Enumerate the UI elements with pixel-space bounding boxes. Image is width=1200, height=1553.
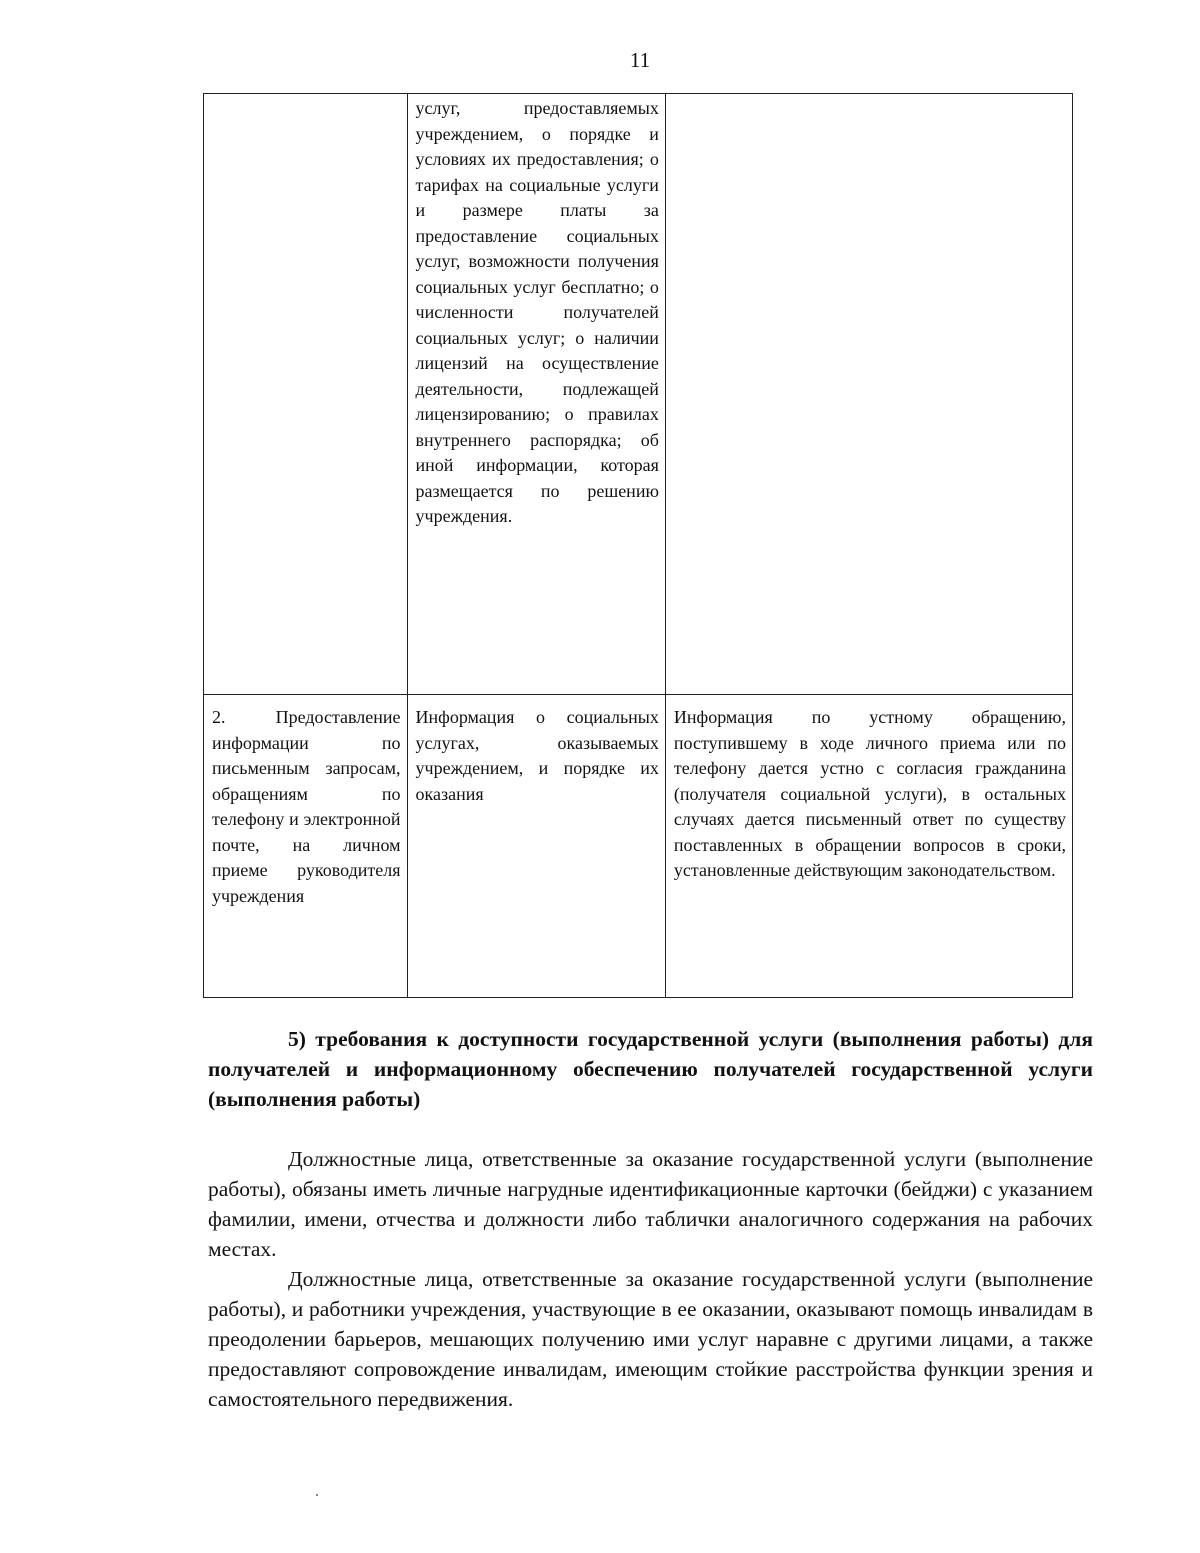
section-heading: 5) требования к доступности государственной услуги (выполнения работы) для получателей и информационному обеспечению получателей государственной услуги (выполнения работы) <box>208 1027 1093 1111</box>
table-row <box>204 94 1073 695</box>
scan-speck <box>316 1494 318 1496</box>
table-cell-method <box>204 94 408 695</box>
table-cell-content: Информация о социальных услугах, оказываемых учреждением, и порядке их оказания <box>407 695 665 998</box>
table-cell-frequency: Информация по устному обращению, поступившему в ходе личного приема или по телефону дается устно с согласия гражданина (получателя социальной услуги), в остальных случаях дается письменный ответ по существу поставленных в обращении вопросов в сроки, установленные действующим законодательством. <box>665 695 1072 998</box>
paragraph: Должностные лица, ответственные за оказание государственной услуги (выполнение работы), обязаны иметь личные нагрудные идентификационные карточки (бейджи) с указанием фамилии, имени, отчества и должности либо таблички аналогичного содержания на рабочих местах. <box>208 1147 1093 1261</box>
paragraph: Должностные лица, ответственные за оказание государственной услуги (выполнение работы), и работники учреждения, участвующие в ее оказании, оказывают помощь инвалидам в преодолении барьеров, мешающих получению ими услуг наравне с другими лицами, а также предоставляют сопровождение инвалидам, имеющим стойкие расстройства функции зрения и самостоятельного передвижения. <box>208 1267 1093 1411</box>
body-text <box>208 1144 1093 1414</box>
table-cell-content: услуг, предоставляемых учреждением, о порядке и условиях их предоставления; о тарифах на социальные услуги и размере платы за предоставление социальных услуг, возможности получения социальных услуг бесплатно; о численности получателей социальных услуг; о наличии лицензий на осуществление деятельности, подлежащей лицензированию; о правилах внутреннего распорядка; об иной информации, которая размещается по решению учреждения. <box>407 94 665 695</box>
table-cell-method: 2. Предоставление информации по письменным запросам, обращениям по телефону и электронной почте, на личном приеме руководителя учреждения <box>204 695 408 998</box>
services-info-table <box>203 93 1073 998</box>
table-row <box>204 695 1073 998</box>
page-number: 11 <box>629 48 651 72</box>
table-cell-frequency <box>665 94 1072 695</box>
